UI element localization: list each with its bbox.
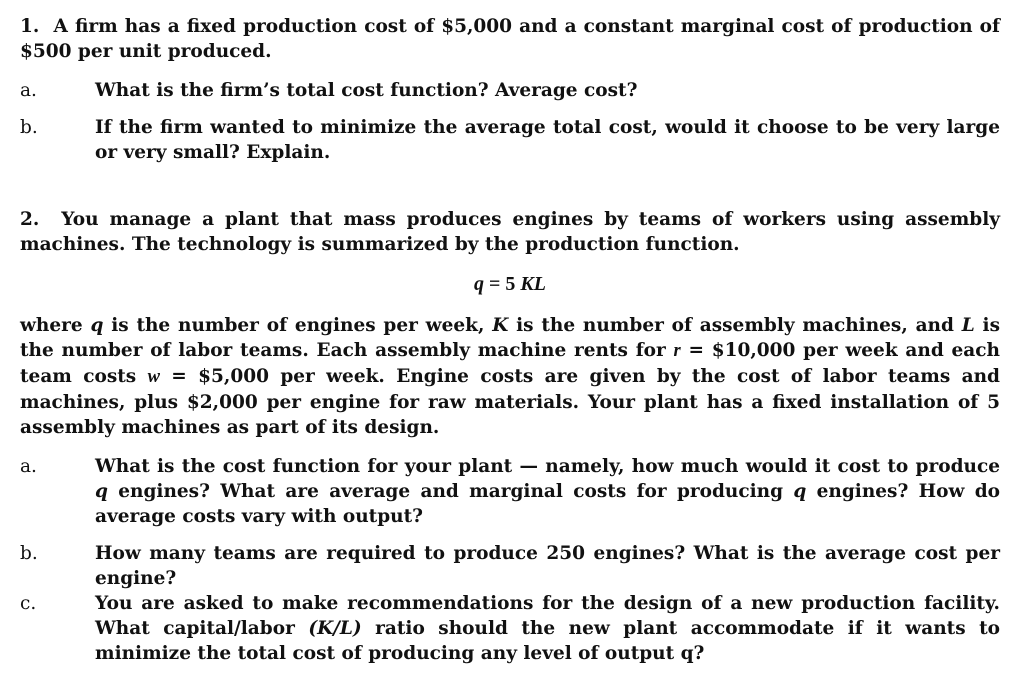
var-w: w xyxy=(147,367,160,387)
var-K: K xyxy=(492,315,509,336)
var-q: q xyxy=(793,481,807,502)
text-segment: engines? How do average costs vary with output? xyxy=(95,481,1000,527)
text-segment: where xyxy=(20,315,91,336)
question-1-stem xyxy=(20,14,1000,64)
question-1-number: 1. xyxy=(20,16,40,37)
question-2a xyxy=(20,454,1000,529)
text-segment: You are asked to make recommendations for the design of a new production facility. What capital/labor xyxy=(95,593,1000,639)
text-segment: is the number of labor teams. Each assembly machine rents for xyxy=(20,315,1001,361)
question-2-definitions xyxy=(20,313,1000,440)
part-letter: a. xyxy=(20,456,37,477)
part-text: What is the firm’s total cost function? Average cost? xyxy=(95,80,638,101)
part-letter: b. xyxy=(20,543,38,564)
var-r: r xyxy=(673,341,681,361)
part-text xyxy=(95,454,1000,529)
question-2b xyxy=(20,541,1000,591)
part-letter: c. xyxy=(20,593,37,614)
part-text: How many teams are required to produce 250 engines? What is the average cost per engine? xyxy=(95,543,1000,589)
formula-eq: = 5 xyxy=(489,273,516,295)
question-1-text: A firm has a fixed production cost of $5,000 and a constant marginal cost of production of $500 per unit produced. xyxy=(20,16,1000,62)
text-segment: What is the cost function for your plant — namely, how much would it cost to produce xyxy=(95,456,1000,477)
text-segment: engines? What are average and marginal costs for producing xyxy=(107,481,794,502)
var-L: L xyxy=(961,315,975,336)
text-segment: ratio should the new plant accommodate if it wants to minimize the total cost of producing any level of output q? xyxy=(95,618,1000,664)
part-text: If the firm wanted to minimize the average total cost, would it choose to be very large or very small? Explain. xyxy=(95,117,1000,163)
text-segment: is the number of assembly machines, and xyxy=(508,315,962,336)
text-segment: is the number of engines per week, xyxy=(103,315,493,336)
question-2c xyxy=(20,591,1000,666)
part-letter: a. xyxy=(20,80,37,101)
formula-lhs: q xyxy=(474,273,485,295)
part-text xyxy=(95,591,1000,666)
var-q: q xyxy=(90,315,104,336)
question-1b xyxy=(20,115,1000,165)
var-q: q xyxy=(95,481,108,502)
question-1a xyxy=(20,78,1000,103)
question-2-number: 2. xyxy=(20,209,40,230)
question-2-stem xyxy=(20,207,1000,257)
part-letter: b. xyxy=(20,117,38,138)
formula-rhs: KL xyxy=(520,273,546,295)
production-function xyxy=(20,272,1000,296)
document-page xyxy=(20,14,1000,666)
text-segment: = $10,000 per week and each team costs xyxy=(20,340,1000,387)
question-2-text: You manage a plant that mass produces engines by teams of workers using assembly machines. The technology is summarized by the production function. xyxy=(20,209,1000,255)
ratio-KL: (K/L) xyxy=(308,618,362,639)
text-segment: = $5,000 per week. Engine costs are given by the cost of labor teams and machines, plus $2,000 per engine for raw materials. Your plant has a fixed installation of 5 assembly machines as part of its design. xyxy=(20,366,1000,438)
